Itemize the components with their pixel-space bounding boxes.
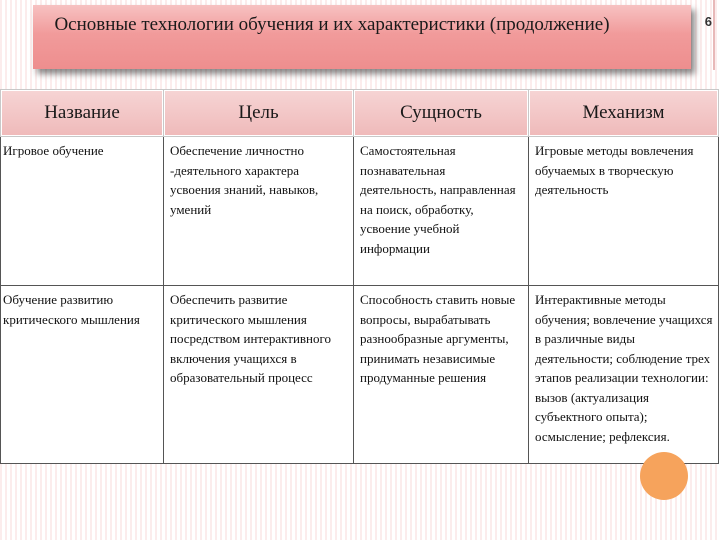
cell-name: Игровое обучение [1,137,164,286]
header-goal: Цель [164,90,354,137]
cell-mechanism: Игровые методы вовлечения обучаемых в творческую деятельность [529,137,719,286]
table-row [1,137,719,286]
header-essence: Сущность [354,90,529,137]
cell-essence: Самостоятельная познавательная деятельность, направленная на поиск, обработку, усвоение учебной информации [354,137,529,286]
cell-goal: Обеспечить развитие критического мышления посредством интерактивного включения учащихся в образовательный процесс [164,286,354,464]
header-name: Название [1,90,164,137]
cell-mechanism: Интерактивные методы обучения; вовлечение учащихся в различные виды деятельности; соблюдение трех этапов реализации технологии: вызов (актуализация субъектного опыта); осмысление; рефлексия. [529,286,719,464]
divider [713,0,715,70]
cell-essence: Способность ставить новые вопросы, вырабатывать разнообразные аргументы, принимать независимые продуманные решения [354,286,529,464]
table-header-row [1,90,719,137]
table-row [1,286,719,464]
page-number: 6 [704,14,712,29]
slide-title: Основные технологии обучения и их характеристики (продолжение) [54,14,610,35]
header-mechanism: Механизм [529,90,719,137]
cell-name: Обучение развитию критического мышления [1,286,164,464]
technologies-table [0,89,719,464]
cell-goal: Обеспечение личностно -деятельного характера усвоения знаний, навыков, умений [164,137,354,286]
title-banner [33,5,691,69]
decorative-circle [640,452,688,500]
